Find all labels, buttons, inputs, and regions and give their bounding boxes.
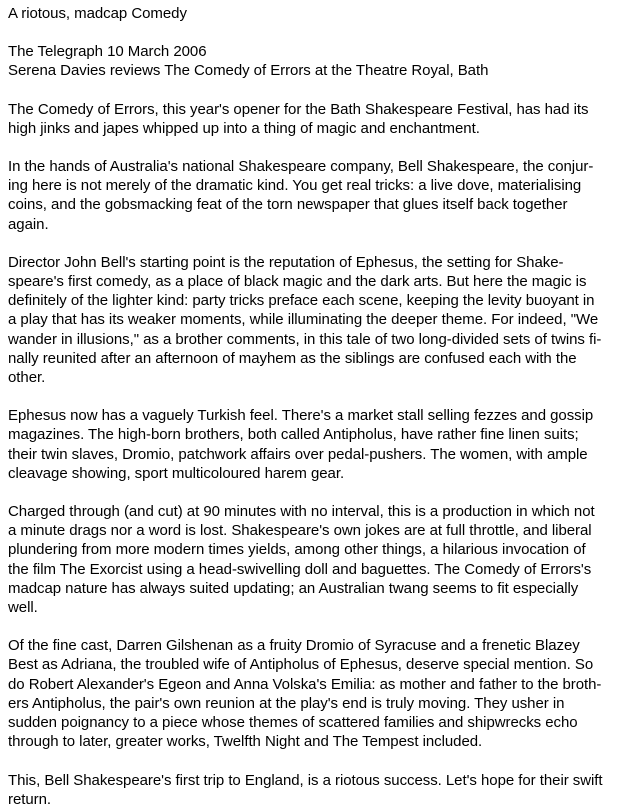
- paragraph-6: [8, 636, 610, 751]
- paragraph-2: [8, 157, 610, 234]
- paragraph-line: through to later, greater works, Twelfth Night and The Tempest included.: [8, 733, 483, 751]
- paragraph-line: Director John Bell's starting point is the reputation of Ephesus, the setting for Shake-: [8, 253, 564, 271]
- paragraph-4: [8, 406, 610, 483]
- paragraph-line: wander in illusions," as a brother comments, in this tale of two long-divided sets of twins fi-: [8, 330, 602, 348]
- paragraph-line: do Robert Alexander's Egeon and Anna Volska's Emilia: as mother and father to the broth-: [8, 675, 602, 693]
- paragraph-line: the film The Exorcist using a head-swivelling doll and baguettes. The Comedy of Errors's: [8, 560, 592, 578]
- paragraph-line: a play that has its weaker moments, while illuminating the deeper theme. For indeed, "We: [8, 311, 599, 329]
- article-byline: Serena Davies reviews The Comedy of Errors at the Theatre Royal, Bath: [8, 62, 489, 80]
- paragraph-line: magazines. The high-born brothers, both called Antipholus, have rather fine linen suits;: [8, 426, 579, 444]
- paragraph-line: cleavage showing, sport multicoloured harem gear.: [8, 464, 345, 482]
- paragraph-line: their twin slaves, Dromio, patchwork affairs over pedal-pushers. The women, with ample: [8, 445, 588, 463]
- paragraph-3: [8, 253, 610, 387]
- paragraph-1: [8, 100, 610, 138]
- paragraph-line: This, Bell Shakespeare's first trip to England, is a riotous success. Let's hope for their swift: [8, 771, 603, 789]
- paragraph-7: [8, 771, 610, 809]
- paragraph-line: definitely of the lighter kind: party tricks preface each scene, keeping the levity buoyant in: [8, 292, 595, 310]
- paragraph-line: other.: [8, 369, 46, 387]
- paragraph-line: high jinks and japes whipped up into a thing of magic and enchantment.: [8, 119, 480, 137]
- paragraph-line: again.: [8, 215, 49, 233]
- paragraph-line: Best as Adriana, the troubled wife of Antipholus of Ephesus, deserve special mention. So: [8, 656, 594, 674]
- article-title: A riotous, madcap Comedy: [8, 5, 187, 22]
- paragraph-line: well.: [8, 599, 38, 617]
- paragraph-line: ers Antipholus, the pair's own reunion at the play's end is truly moving. They usher in: [8, 694, 565, 712]
- paragraph-line: return.: [8, 790, 52, 808]
- paragraph-line: speare's first comedy, as a place of black magic and the dark arts. But here the magic is: [8, 273, 587, 291]
- paragraph-line: coins, and the gobsmacking feat of the torn newspaper that glues itself back together: [8, 196, 568, 214]
- paragraph-5: [8, 502, 610, 617]
- paragraph-line: plundering from more modern times yields, among other things, a hilarious invocation of: [8, 541, 586, 559]
- paragraph-line: ing here is not merely of the dramatic kind. You get real tricks: a live dove, materialising: [8, 177, 582, 195]
- paragraph-line: a minute drags nor a word is lost. Shakespeare's own jokes are at full throttle, and liberal: [8, 522, 592, 540]
- paragraph-line: Of the fine cast, Darren Gilshenan as a fruity Dromio of Syracuse and a frenetic Blazey: [8, 637, 580, 655]
- paragraph-line: sudden poignancy to a piece whose themes of scattered families and shipwrecks echo: [8, 714, 578, 732]
- paragraph-line: madcap nature has always suited updating; an Australian twang seems to fit especially: [8, 579, 579, 597]
- paragraph-line: Charged through (and cut) at 90 minutes with no interval, this is a production in which not: [8, 503, 595, 521]
- article-source: The Telegraph 10 March 2006: [8, 43, 207, 61]
- paragraph-line: In the hands of Australia's national Shakespeare company, Bell Shakespeare, the conjur-: [8, 158, 594, 176]
- paragraph-line: Ephesus now has a vaguely Turkish feel. There's a market stall selling fezzes and gossip: [8, 407, 594, 425]
- article-title-block: [8, 4, 610, 23]
- paragraph-line: The Comedy of Errors, this year's opener for the Bath Shakespeare Festival, has had its: [8, 100, 589, 118]
- paragraph-line: nally reunited after an afternoon of mayhem as the siblings are confused each with the: [8, 349, 577, 367]
- article-header: [8, 42, 610, 80]
